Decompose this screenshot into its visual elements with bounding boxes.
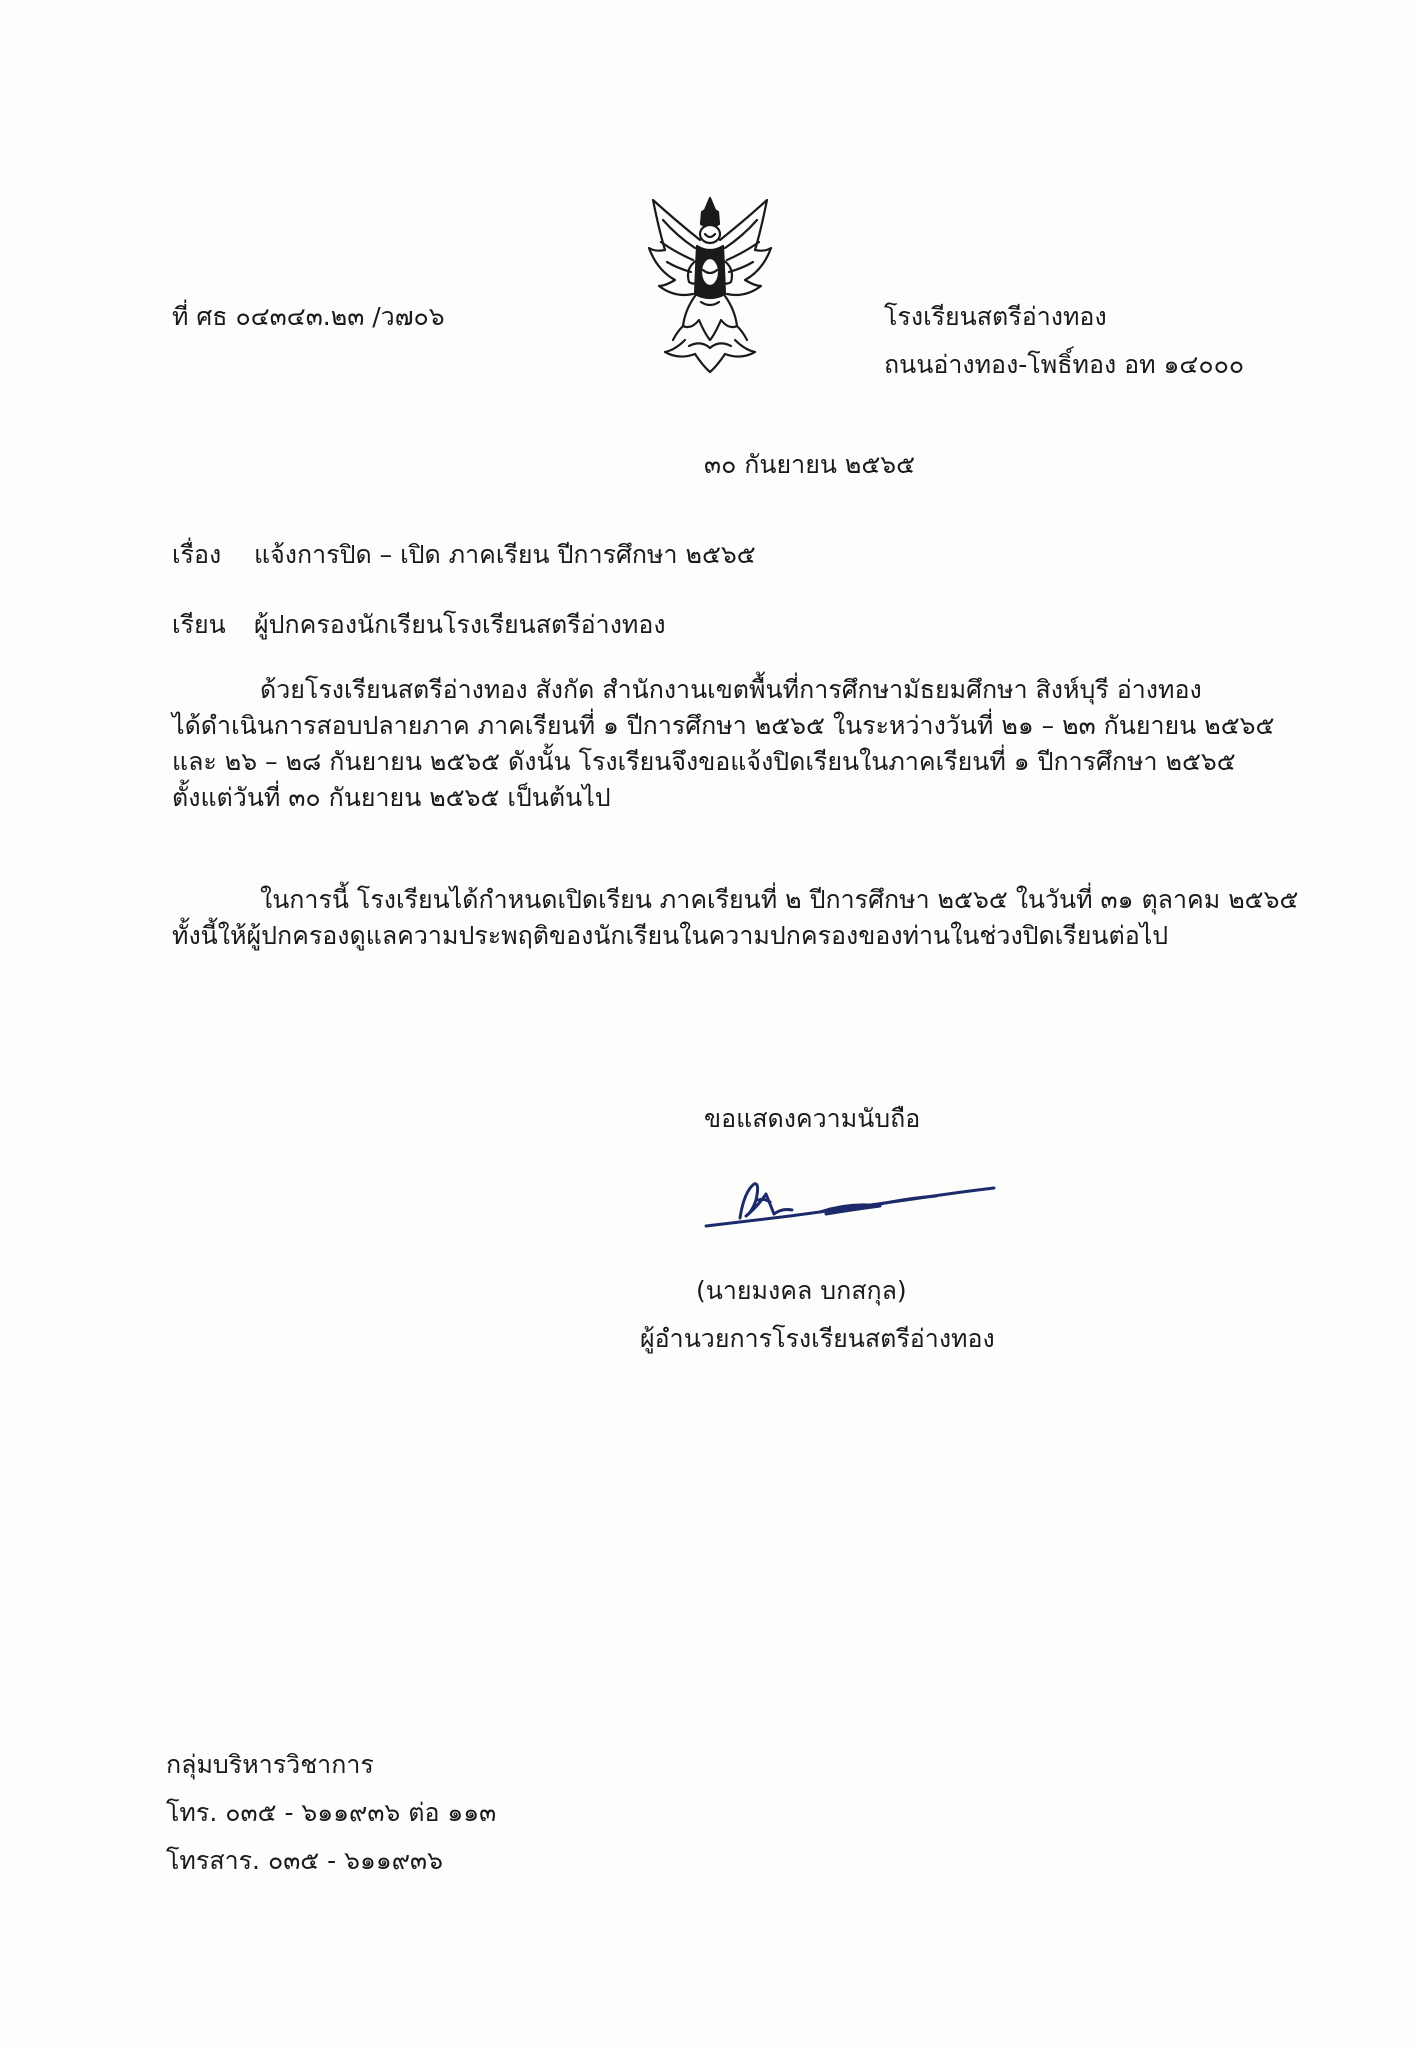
body-paragraph-2 [172,882,1299,954]
body-line: ได้ดำเนินการสอบปลายภาค ภาคเรียนที่ ๑ ปีการศึกษา ๒๕๖๕ ในระหว่างวันที่ ๒๑ – ๒๓ กันยายน ๒๕๖๕ [172,711,1275,740]
signer-title: ผู้อำนวยการโรงเรียนสตรีอ่างทอง [640,1324,995,1353]
letter-date: ๓๐ กันยายน ๒๕๖๕ [704,450,916,479]
recipient-label: เรียน [172,610,226,639]
body-line: ด้วยโรงเรียนสตรีอ่างทอง สังกัด สำนักงานเขตพื้นที่การศึกษามัธยมศึกษา สิงห์บุรี อ่างทอง [260,675,1202,704]
closing-salutation: ขอแสดงความนับถือ [704,1104,921,1133]
body-line: และ ๒๖ – ๒๘ กันยายน ๒๕๖๕ ดังนั้น โรงเรียนจึงขอแจ้งปิดเรียนในภาคเรียนที่ ๑ ปีการศึกษา ๒๕๖๕ [172,747,1236,776]
phone-number: โทร. ๐๓๕ - ๖๑๑๙๓๖ ต่อ ๑๑๓ [166,1798,497,1827]
school-address: ถนนอ่างทอง-โพธิ์ทอง อท ๑๔๐๐๐ [884,350,1245,379]
fax-number: โทรสาร. ๐๓๕ - ๖๑๑๙๓๖ [166,1846,444,1875]
subject-text: แจ้งการปิด – เปิด ภาคเรียน ปีการศึกษา ๒๕๖๕ [254,540,756,569]
signer-name: (นายมงคล บกสกุล) [696,1276,907,1305]
subject-label: เรื่อง [172,540,222,569]
body-line: ในการนี้ โรงเรียนได้กำหนดเปิดเรียน ภาคเรียนที่ ๒ ปีการศึกษา ๒๕๖๕ ในวันที่ ๓๑ ตุลาคม ๒๕๖๕ [260,885,1299,914]
handwritten-signature [700,1170,1000,1240]
school-name: โรงเรียนสตรีอ่างทอง [884,302,1107,331]
department-name: กลุ่มบริหารวิชาการ [166,1750,374,1779]
body-line: ทั้งนี้ให้ผู้ปกครองดูแลความประพฤติของนักเรียนในความปกครองของท่านในช่วงปิดเรียนต่อไป [172,921,1169,950]
body-line: ตั้งแต่วันที่ ๓๐ กันยายน ๒๕๖๕ เป็นต้นไป [172,783,611,812]
reference-number: ที่ ศธ ๐๔๓๔๓.๒๓ /ว๗๐๖ [172,302,445,331]
recipient-text: ผู้ปกครองนักเรียนโรงเรียนสตรีอ่างทอง [254,610,666,639]
garuda-emblem-icon [645,190,775,380]
body-paragraph-1 [172,672,1275,816]
